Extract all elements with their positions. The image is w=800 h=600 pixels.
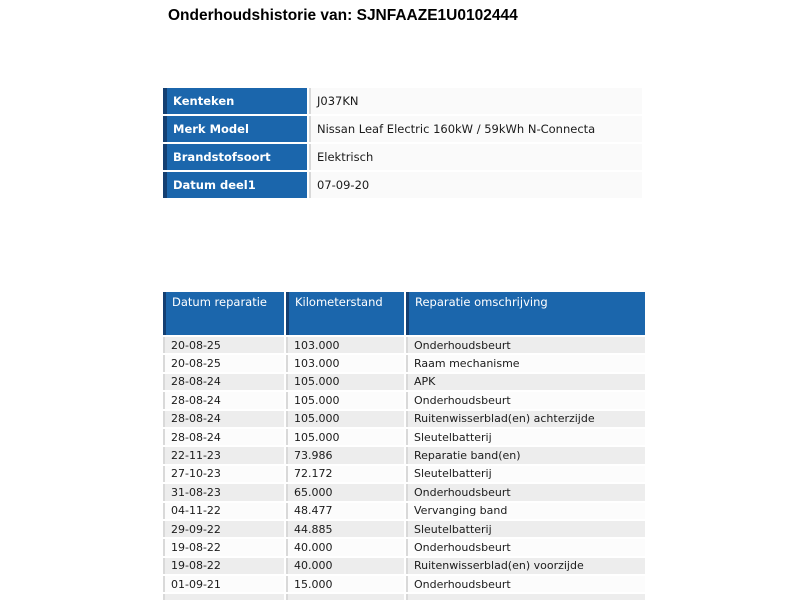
vehicle-info-label: Kenteken [163,88,307,114]
table-row [163,374,645,390]
cell-kilometerstand: 40.000 [286,558,404,574]
cell-kilometerstand: 105.000 [286,429,404,445]
cell-datum-reparatie: 20-08-25 [163,337,284,353]
cell-kilometerstand: 15.000 [286,576,404,592]
table-row [163,337,645,353]
column-header-datum-reparatie: Datum reparatie [163,292,284,335]
cell-kilometerstand: 103.000 [286,355,404,371]
table-row [163,503,645,519]
cell-empty [406,594,645,600]
history-header-row [163,292,645,335]
cell-datum-reparatie: 28-08-24 [163,374,284,390]
cell-datum-reparatie: 28-08-24 [163,429,284,445]
vehicle-info-value: 07-09-20 [309,172,642,198]
table-row [163,447,645,463]
column-header-reparatie-omschrijving: Reparatie omschrijving [406,292,645,335]
cell-datum-reparatie: 29-09-22 [163,521,284,537]
vehicle-info-row [163,116,642,142]
cell-reparatie-omschrijving: Reparatie band(en) [406,447,645,463]
column-header-kilometerstand: Kilometerstand [286,292,404,335]
page-title: Onderhoudshistorie van: SJNFAAZE1U0102444 [168,7,518,24]
cell-reparatie-omschrijving: Onderhoudsbeurt [406,484,645,500]
cell-datum-reparatie: 01-09-21 [163,576,284,592]
cell-reparatie-omschrijving: Sleutelbatterij [406,429,645,445]
table-row [163,429,645,445]
maintenance-history-table [161,290,647,600]
cell-kilometerstand: 105.000 [286,374,404,390]
table-row [163,558,645,574]
vehicle-info-value: Nissan Leaf Electric 160kW / 59kWh N-Connecta [309,116,642,142]
vehicle-info-label: Merk Model [163,116,307,142]
vehicle-info-value: J037KN [309,88,642,114]
table-row [163,539,645,555]
cell-kilometerstand: 65.000 [286,484,404,500]
cell-datum-reparatie: 22-11-23 [163,447,284,463]
cell-reparatie-omschrijving: Onderhoudsbeurt [406,337,645,353]
vehicle-info-value: Elektrisch [309,144,642,170]
vehicle-info-table [161,86,644,200]
cell-reparatie-omschrijving: Vervanging band [406,503,645,519]
vehicle-info-row [163,144,642,170]
vehicle-info-row [163,88,642,114]
cell-datum-reparatie: 27-10-23 [163,466,284,482]
cell-datum-reparatie: 20-08-25 [163,355,284,371]
cell-datum-reparatie: 28-08-24 [163,392,284,408]
cell-reparatie-omschrijving: APK [406,374,645,390]
cell-datum-reparatie: 28-08-24 [163,411,284,427]
cell-empty [163,594,284,600]
cell-reparatie-omschrijving: Raam mechanisme [406,355,645,371]
cell-empty [286,594,404,600]
cell-datum-reparatie: 04-11-22 [163,503,284,519]
vehicle-info-row [163,172,642,198]
table-row [163,576,645,592]
cell-datum-reparatie: 19-08-22 [163,558,284,574]
cell-kilometerstand: 103.000 [286,337,404,353]
cell-datum-reparatie: 31-08-23 [163,484,284,500]
cell-reparatie-omschrijving: Sleutelbatterij [406,521,645,537]
cell-reparatie-omschrijving: Sleutelbatterij [406,466,645,482]
cell-reparatie-omschrijving: Ruitenwisserblad(en) achterzijde [406,411,645,427]
table-row [163,411,645,427]
cell-kilometerstand: 105.000 [286,411,404,427]
cell-reparatie-omschrijving: Ruitenwisserblad(en) voorzijde [406,558,645,574]
table-row [163,392,645,408]
cell-kilometerstand: 44.885 [286,521,404,537]
cell-kilometerstand: 40.000 [286,539,404,555]
vehicle-info-label: Datum deel1 [163,172,307,198]
cell-reparatie-omschrijving: Onderhoudsbeurt [406,576,645,592]
table-row [163,466,645,482]
cell-kilometerstand: 73.986 [286,447,404,463]
table-row [163,521,645,537]
table-row [163,355,645,371]
cell-kilometerstand: 72.172 [286,466,404,482]
table-row [163,484,645,500]
cell-datum-reparatie: 19-08-22 [163,539,284,555]
vehicle-info-label: Brandstofsoort [163,144,307,170]
cell-reparatie-omschrijving: Onderhoudsbeurt [406,539,645,555]
cell-kilometerstand: 105.000 [286,392,404,408]
table-row-partial [163,594,645,600]
cell-reparatie-omschrijving: Onderhoudsbeurt [406,392,645,408]
cell-kilometerstand: 48.477 [286,503,404,519]
